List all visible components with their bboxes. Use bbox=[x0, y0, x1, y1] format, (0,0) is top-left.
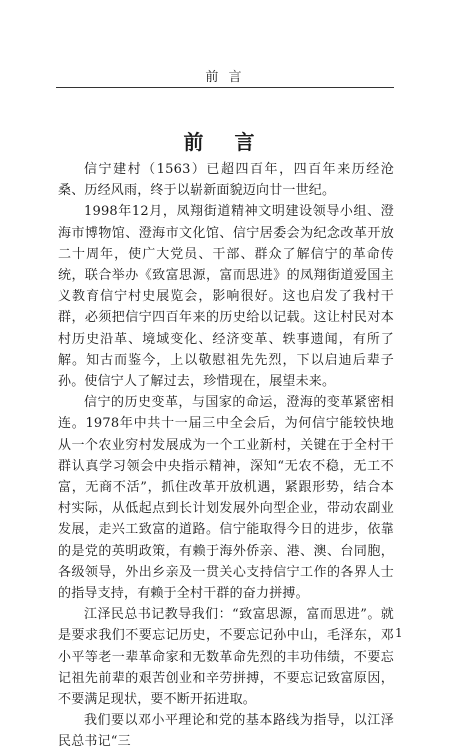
header-divider bbox=[56, 87, 394, 88]
page-title: 前 言 bbox=[183, 130, 267, 154]
paragraph-5: 我们要以邓小平理论和党的基本路线为指导，以江泽民总书记“三 bbox=[58, 713, 394, 750]
page-number: 1 bbox=[395, 626, 403, 640]
body-text bbox=[58, 159, 394, 753]
paragraph-3: 信宁的历史变革，与国家的命运，澄海的变革紧密相连。1978年中共十一届三中全会后，为何信宁能较快地从一个农业穷村发展成为一个工业新村，关键在于全村干群认真学习领会中央指示精神，深知“无农不稳，无工不富，无商不活”，抓住改革开放机遇，紧跟形势，结合本村实际，从低起点到长计划发展外向型企业，带动农副业发展，走兴工致富的道路。信宁能取得今日的进步，依靠的是党的英明政策，有赖于海外侨亲、港、澳、台同胞，各级领导，外出乡亲及一贯关心支持信宁工作的各界人士的指导支持，有赖于全村干群的奋力拼搏。 bbox=[58, 395, 394, 602]
running-header: 前 言 bbox=[205, 70, 245, 85]
paragraph-2: 1998年12月，凤翔街道精神文明建设领导小组、澄海市博物馆、澄海市文化馆、信宁居委会为纪念改革开放二十周年，使广大党员、干部、群众了解信宁的革命传统，联合举办《致富思源，富而思进》的凤翔街道爱国主义教育信宁村史展览会，影响很好。这也启发了我村干群，必须把信宁四百年来的历史给以记载。这让村民对本村历史沿革、境域变化、经济变革、轶事遗闻，有所了解。知古而鉴今，上以敬慰祖先先烈，下以启迪后辈子孙。使信宁人了解过去，珍惜现在，展望未来。 bbox=[58, 204, 394, 390]
paragraph-1: 信宁建村（1563）已超四百年，四百年来历经沧桑、历经风雨，终于以崭新面貌迈向廿一世纪。 bbox=[58, 162, 394, 199]
paragraph-4: 江泽民总书记教导我们：“致富思源，富而思进”。就是要求我们不要忘记历史，不要忘记孙中山，毛泽东，邓小平等老一辈革命家和无数革命先烈的丰功伟绩，不要忘记祖先前辈的艰苦创业和辛劳拼搏，不要忘记致富原因，不要满足现状，要不断开拓进取。 bbox=[58, 607, 394, 708]
